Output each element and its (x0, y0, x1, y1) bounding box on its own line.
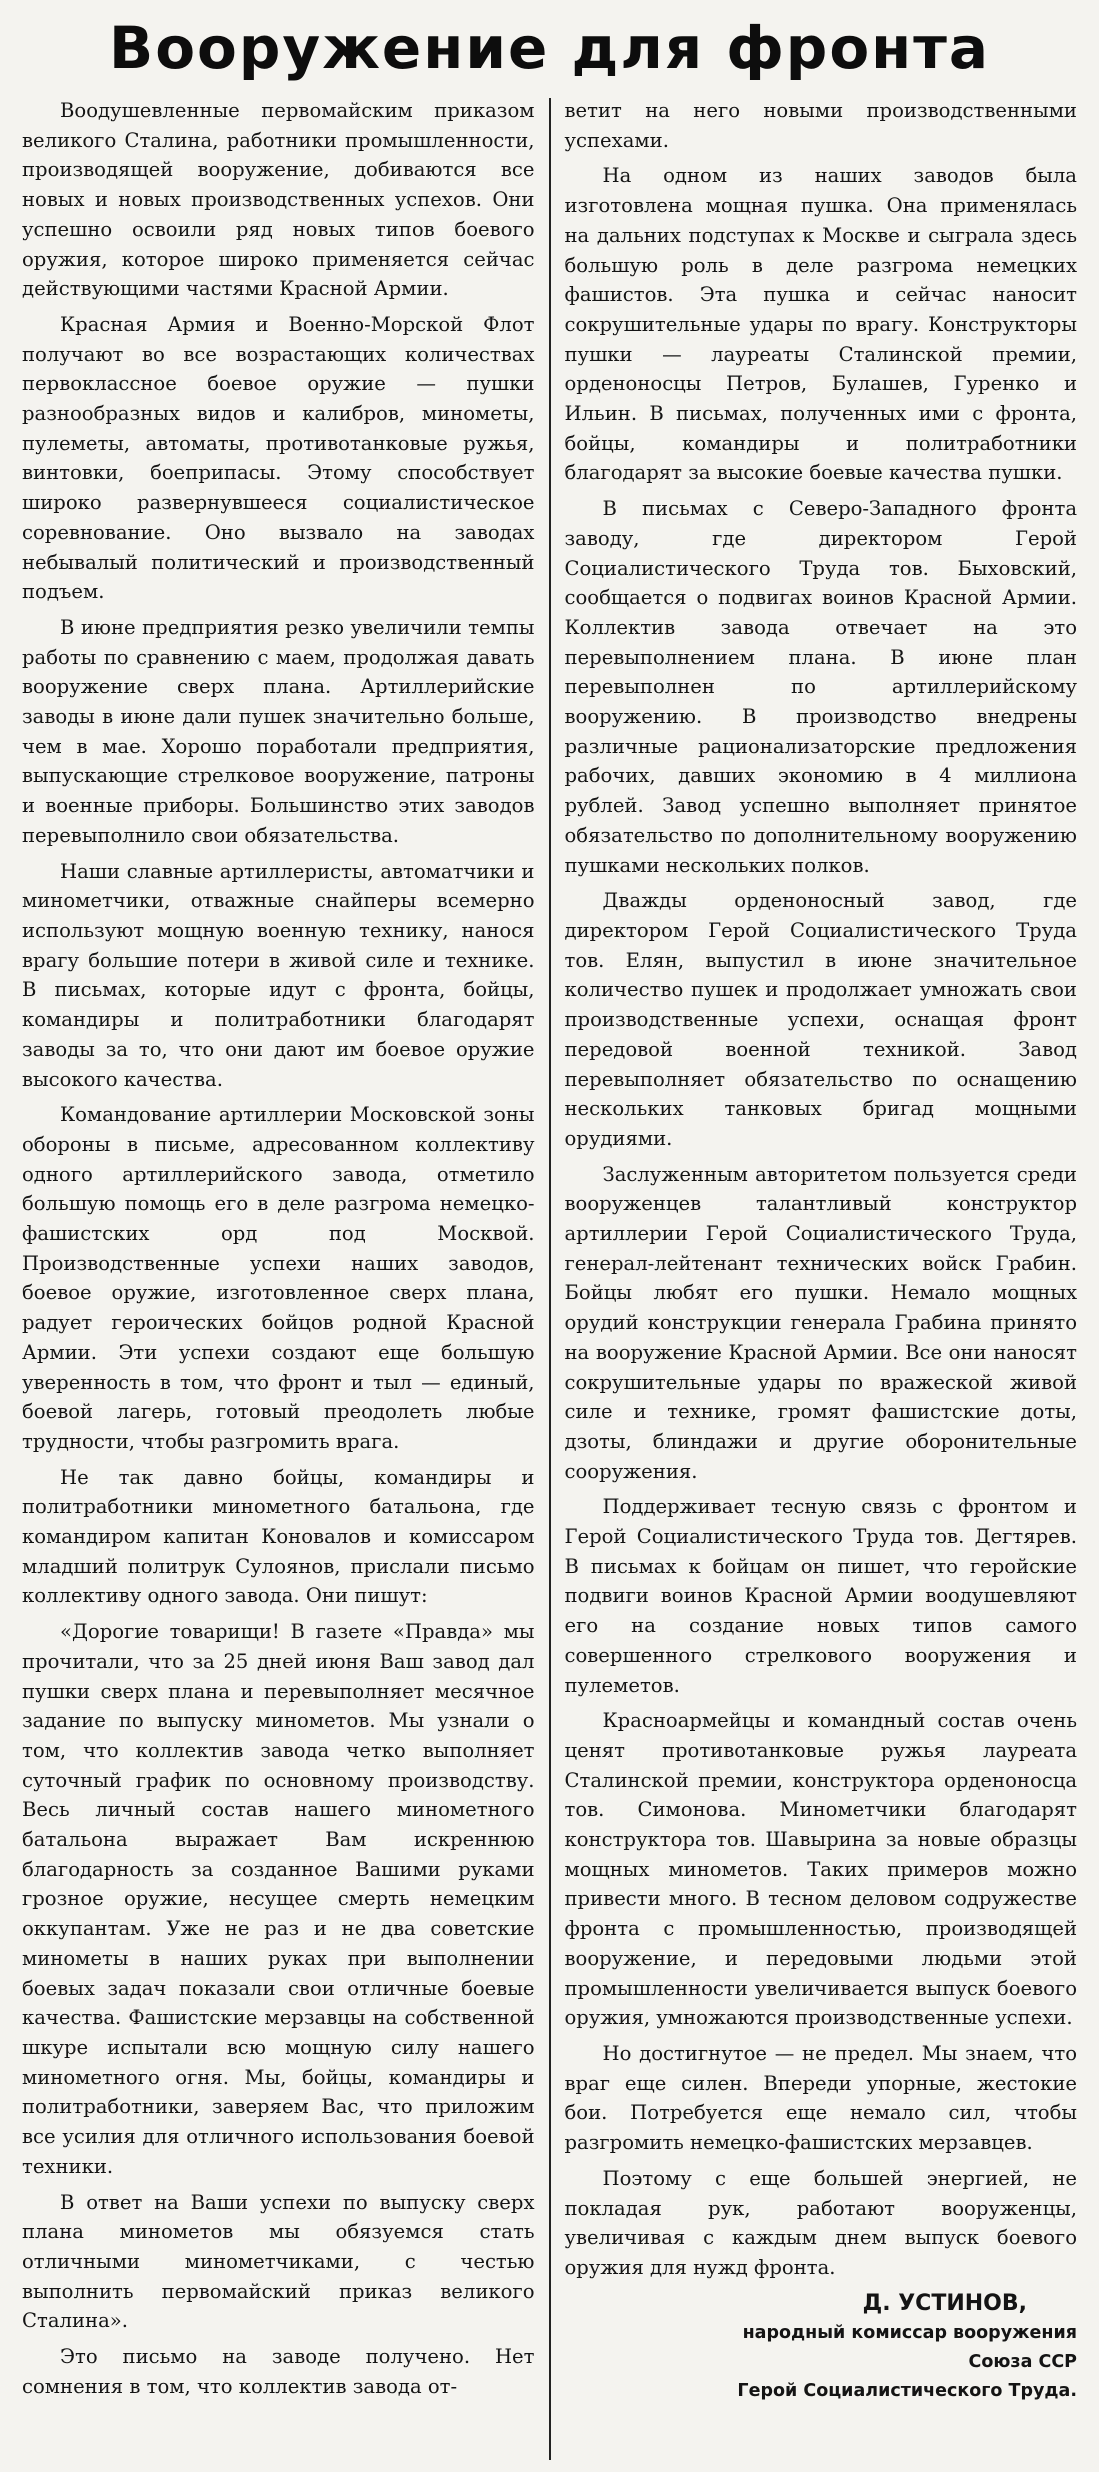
paragraph: Командование артиллерии Московской зоны обороны в письме, адресованном коллективу одного артиллерийского завода, отметило большую помощь его в деле разгрома немецко-фашистских орд под Москвой. Производственные успехи наших заводов, боевое оружие, изготовленное сверх плана, радует героических бойцов родной Красной Армии. Эти успехи создают еще большую уверенность в том, что фронт и тыл — единый, боевой лагерь, готовый преодолеть любые трудности, чтобы разгромить врага. (22, 1103, 535, 1453)
author-title: народный комиссар вооружения (742, 2322, 1077, 2343)
headline: Вооружение для фронта (108, 14, 991, 82)
paragraph: В ответ на Ваши успехи по выпуску сверх плана минометов мы обязуемся стать отличными минометчиками, с честью выполнить первомайский приказ великого Сталина». (22, 2190, 535, 2333)
paragraph: Поддерживает тесную связь с фронтом и Герой Социалистического Труда тов. Дегтярев. В письмах к бойцам он пишет, что геройские подвиги воинов Красной Армии воодушевляют его на создание новых типов самого совершенного стрелкового вооружения и пулеметов. (564, 1495, 1077, 1697)
paragraph: Красноармейцы и командный состав очень ценят противотанковые ружья лауреата Сталинской премии, конструктора орденоносца тов. Симонова. Минометчики благодарят конструктора тов. Шавырина за новые образцы мощных минометов. Таких примеров можно привести много. В тесном деловом содружестве фронта с промышленностью, производящей вооружение, и передовыми людьми этой промышленности увеличивается выпуск боевого оружия, умножаются производственные успехи. (564, 1709, 1077, 2030)
article-columns (22, 96, 1077, 2460)
paragraph: Это письмо на заводе получено. Нет сомнения в том, что коллектив завода от- (22, 2345, 535, 2398)
paragraph: В июне предприятия резко увеличили темпы работы по сравнению с маем, продолжая давать вооружение сверх плана. Артиллерийские заводы в июне дали пушек значительно больше, чем в мае. Хорошо поработали предприятия, выпускающие стрелковое вооружение, патроны и военные приборы. Большинство этих заводов перевыполнило свои обязательства. (22, 615, 535, 847)
author-signature (565, 2289, 1078, 2406)
paragraph: Красная Армия и Военно-Морской Флот получают во все возрастающих количествах первоклассное боевое оружие — пушки разнообразных видов и калибров, минометы, пулеметы, автоматы, противотанковые ружья, винтовки, боеприпасы. Этому способствует широко развернувшееся социалистическое соревнование. Оно вызвало на заводах небывалый политический и производственный подъем. (22, 312, 535, 604)
paragraph: Поэтому с еще большей энергией, не покладая рук, работают вооруженцы, увеличивая с каждым днем выпуск боевого оружия для нужд фронта. (564, 2166, 1077, 2279)
paragraph: Наши славные артиллеристы, автоматчики и минометчики, отважные снайперы всемерно используют мощную военную технику, нанося врагу большие потери в живой силе и технике. В письмах, которые идут с фронта, бойцы, командиры и политработники благодарят заводы за то, что они дают им боевое оружие высокого качества. (22, 859, 535, 1091)
paragraph: На одном из наших заводов была изготовлена мощная пушка. Она применялась на дальних подступах к Москве и сыграла здесь большую роль в деле разгрома немецких фашистов. Эта пушка и сейчас наносит сокрушительные удары по врагу. Конструкторы пушки — лауреаты Сталинской премии, орденоносцы Петров, Булашев, Гуренко и Ильин. В письмах, полученных ими с фронта, бойцы, командиры и политработники благодарят за высокие боевые качества пушки. (564, 164, 1077, 485)
paragraph: Заслуженным авторитетом пользуется среди вооруженцев талантливый конструктор артиллерии Герой Социалистического Труда, генерал-лейтенант технических войск Грабин. Бойцы любят его пушки. Немало мощных орудий конструкции генерала Грабина принято на вооружение Красной Армии. Все они наносят сокрушительные удары по вражеской живой силе и технике, громят фашистские доты, дзоты, блиндажи и другие оборонительные сооружения. (564, 1162, 1077, 1483)
author-name: Д. УСТИНОВ, (862, 2290, 1027, 2316)
right-column (551, 96, 1078, 2460)
paragraph: Воодушевленные первомайским приказом великого Сталина, работники промышленности, производящей вооружение, добиваются все новых и новых производственных успехов. Они успешно освоили ряд новых типов боевого оружия, которое широко применяется сейчас действующими частями Красной Армии. (22, 99, 535, 301)
paragraph-continuation: ветит на него новыми производственными успехами. (564, 99, 1077, 152)
paragraph: «Дорогие товарищи! В газете «Правда» мы прочитали, что за 25 дней июня Ваш завод дал пушки сверх плана и перевыполняет месячное задание по выпуску минометов. Мы узнали о том, что коллектив завода четко выполняет суточный график по основному производству. Весь личный состав нашего минометного батальона выражает Вам искреннюю благодарность за созданное Вашими руками грозное оружие, несущее смерть немецким оккупантам. Уже не раз и не два советские минометы в наших руках при выполнении боевых задач показали свои отличные боевые качества. Фашистские мерзавцы на собственной шкуре испытали всю мощную силу нашего минометного огня. Мы, бойцы, командиры и политработники, заверяем Вас, что приложим все усилия для отличного использования боевой техники. (22, 1620, 535, 2178)
author-title: Герой Социалистического Труда. (737, 2380, 1077, 2401)
left-column (22, 96, 549, 2460)
paragraph: Дважды орденоносный завод, где директором Герой Социалистического Труда тов. Елян, выпустил в июне значительное количество пушек и продолжает умножать свои производственные успехи, оснащая фронт передовой военной техникой. Завод перевыполняет обязательство по оснащению нескольких танковых бригад мощными орудиями. (564, 889, 1077, 1150)
author-title: Союза ССР (968, 2351, 1077, 2372)
paragraph: Но достигнутое — не предел. Мы знаем, что враг еще силен. Впереди упорные, жестокие бои. Потребуется еще немало сил, чтобы разгромить немецко-фашистских мерзавцев. (564, 2042, 1077, 2155)
paragraph: В письмах с Северо-Западного фронта заводу, где директором Герой Социалистического Труда тов. Быховский, сообщается о подвигах воинов Красной Армии. Коллектив завода отвечает на это перевыполнением плана. В июне план перевыполнен по артиллерийскому вооружению. В производство внедрены различные рационализаторские предложения рабочих, давших экономию в 4 миллиона рублей. Завод успешно выполняет принятое обязательство по дополнительному вооружению пушками нескольких полков. (564, 497, 1077, 877)
paragraph: Не так давно бойцы, командиры и политработники минометного батальона, где командиром капитан Коновалов и комиссаром младший политрук Сулоянов, прислали письмо коллективу одного завода. Они пишут: (22, 1465, 535, 1608)
